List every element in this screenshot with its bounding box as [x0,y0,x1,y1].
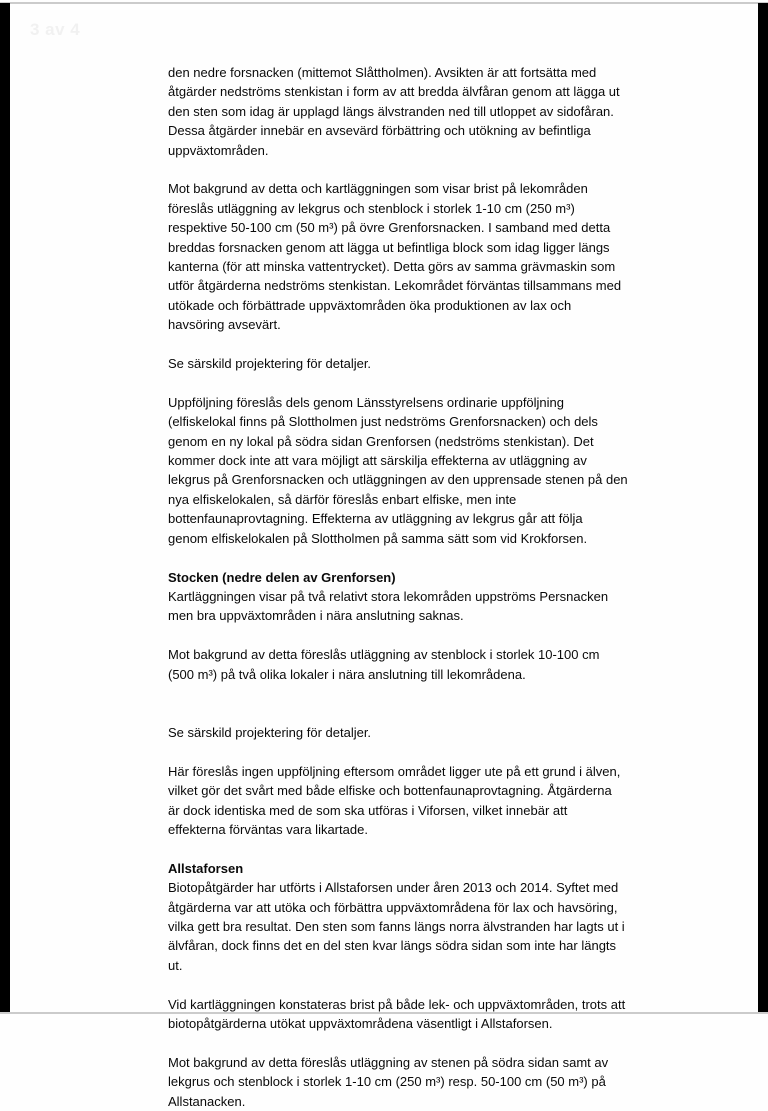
page-indicator: 3 av 4 [30,20,81,39]
viewer-right-bar [758,3,768,1012]
paragraph: Mot bakgrund av detta föreslås utläggning av stenblock i storlek 10-100 cm (500 m³) på två olika lokaler i nära anslutning till lekområdena. [168,647,600,682]
paragraph: den nedre forsnacken (mittemot Slåttholmen). Avsikten är att fortsätta med åtgärder nedströms stenkistan i form av att bredda älvfåran genom att lägga ut den sten som idag är upplagd längs älvstranden ned till utloppet av sidofåran. Dessa åtgärder innebär en avsevärd förbättring och utökning av befintliga uppväxtområden. [168,65,620,158]
paragraph: Se särskild projektering för detaljer. [168,724,372,740]
paragraph: Uppföljning föreslås dels genom Länsstyrelsens ordinarie uppföljning (elfiskelokal finns på Slottholmen just nedströms Grenforsnacken) och dels genom en ny lokal på södra sidan Grenforsen (nedströms stenkistan). Det kommer dock inte att vara möjligt att särskilja effekterna av utläggning av lekgrus på Grenforsnacken och utläggningen av den upprensade stenen på den nya elfiskelokalen, så därför föreslås enbart elfiske, men inte bottenfaunaprovtagning. Effekterna av utläggning av lekgrus går att följa genom elfiskelokalen på Slottholmen på samma sätt som vid Krokforsen. [168,394,628,546]
section-heading: Allstaforsen [168,860,244,876]
paragraph: Mot bakgrund av detta föreslås utläggning av stenen på södra sidan samt av lekgrus och stenblock i storlek 1-10 cm (250 m³) resp. 50-100 cm (50 m³) på Allstanacken. [168,1054,609,1109]
paragraph: Vid kartläggningen konstateras brist på både lek- och uppväxtområden, trots att biotopåtgärderna utökat uppväxtområdena väsentligt i Allstaforsen. [168,996,626,1031]
paragraph: Kartläggningen visar på två relativt stora lekområden uppströms Persnacken men bra uppväxtområden i nära anslutning saknas. [168,588,609,624]
viewer-left-bar [0,3,10,1012]
section-heading: Stocken (nedre delen av Grenforsen) [168,569,396,585]
paragraph: Mot bakgrund av detta och kartläggningen som visar brist på lekområden föreslås utläggning av lekgrus och stenblock i storlek 1-10 cm (250 m³) respektive 50-100 cm (50 m³) på övre Grenforsnacken. I samband med detta breddas forsnacken genom att lägga ut befintliga block som idag ligger längs kanterna (för att minska vattentrycket). Detta görs av samma grävmaskin som utför åtgärderna nedströms stenkistan. Lekområdet förväntas tillsammans med utökade och förbättrade uppväxtområden öka produktionen av lax och havsöring avsevärt. [168,181,622,333]
paragraph: Se särskild projektering för detaljer. [168,356,372,372]
document-body [168,63,734,1111]
page-top-edge [0,2,768,4]
paragraph: Biotopåtgärder har utförts i Allstaforsen under åren 2013 och 2014. Syftet med åtgärderna var att utöka och förbättra uppväxtområdena för lax och havsöring, vilka gett bra resultat. Den sten som fanns längs norra älvstranden har lagts ut i älvfåran, dock finns det en del sten kvar längs södra sidan som inte har längts ut. [168,880,625,973]
paragraph: Här föreslås ingen uppföljning eftersom området ligger ute på ett grund i älven, vilket gör det svårt med både elfiske och bottenfaunaprovtagning. Åtgärderna är dock identiska med de som ska utföras i Viforsen, vilket innebär att effekterna förväntas vara likartade. [168,763,621,837]
